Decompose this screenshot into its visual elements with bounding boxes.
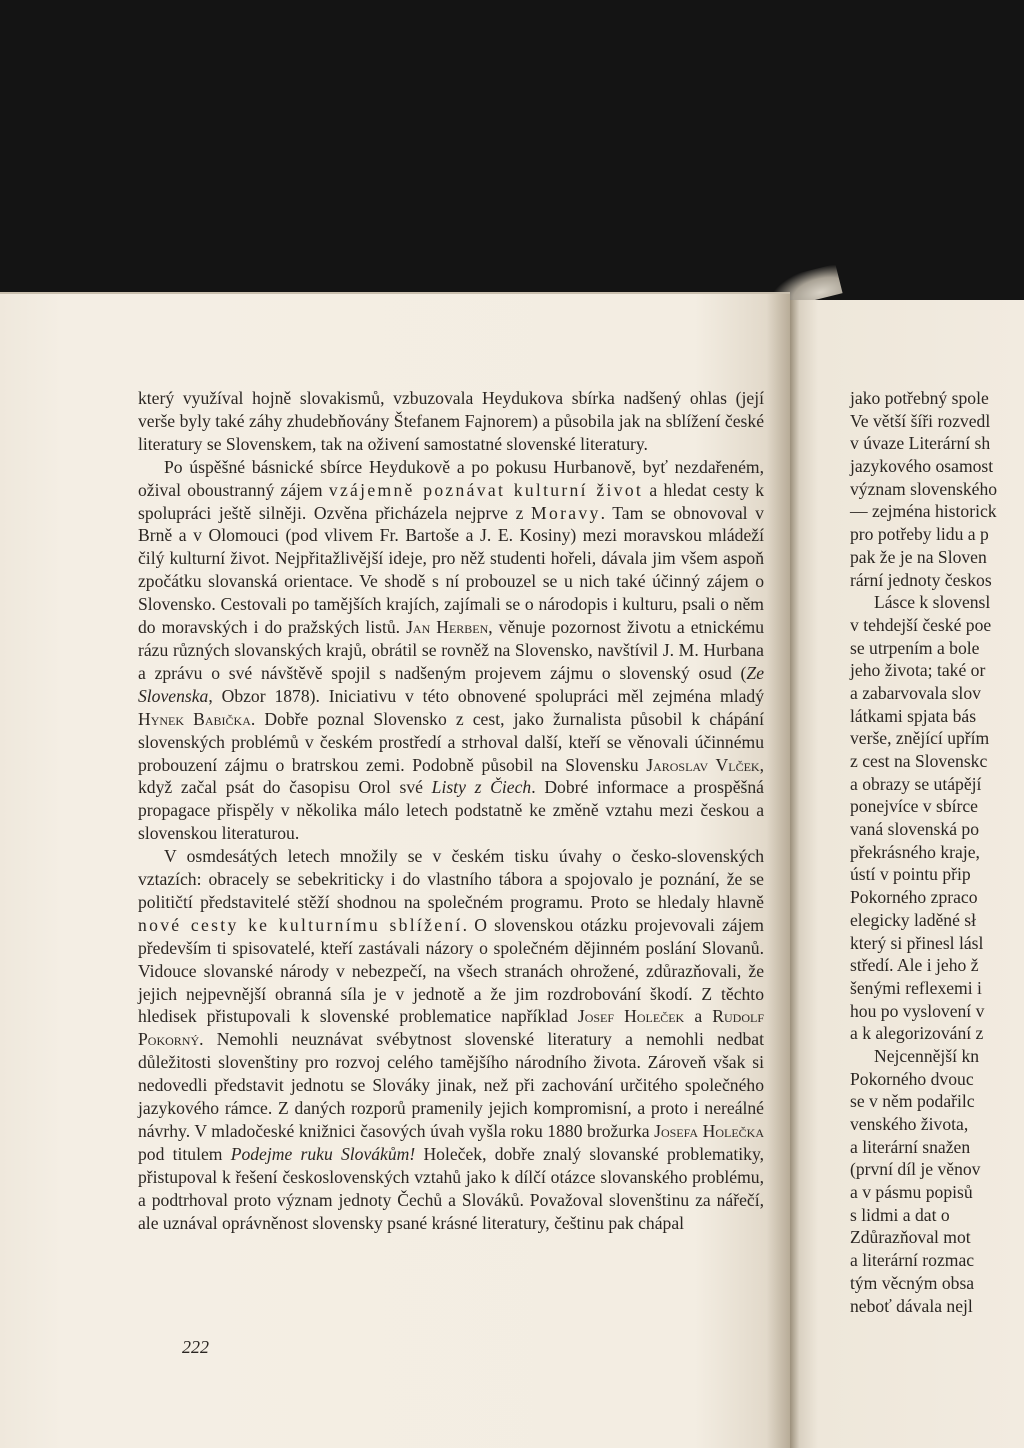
text-run: . O slovenskou otázku projevovali zájem především ti spisovatelé, kteří zastávali názory o společném dějinném poslání Slovanů. Vidouce slovanské národy v nebezpečí, na všech stranách ohrožené, zdůrazňovali, že jejich nejpevnější obranná síla je v jednotě a že jim rozdrobování škodí. Z těchto hledisek přistupovali k slovenské problematice například	[138, 914, 764, 1027]
author-name: Josef Holeček	[577, 1006, 685, 1027]
right-page-line: tým věcným obsa	[850, 1272, 975, 1293]
right-page-line: a zabarvovala slov	[850, 682, 981, 703]
right-page-line: a obrazy se utápějí	[850, 773, 982, 794]
paragraph	[138, 387, 764, 456]
right-page-line: — zejména historick	[850, 501, 997, 522]
right-page-line: se v něm podařilc	[850, 1091, 975, 1112]
right-page-line: Lásce k slovensl	[874, 592, 991, 613]
text-run: . Nemohli neuznávat svébytnost slovenské literatury a nemohli nedbat důležitosti slovenštiny pro rozvoj celého tamějšího národního života. Zároveň však si nedovedli představit jednotu se Slováky jinak, než při zachování určitého společného jazykového rámce. Z daných rozporů pramenily jejich kompromisní, a proto i nereálné návrhy. V mladočeské knižnici časových úvah vyšla roku 1880 brožurka	[138, 1029, 764, 1141]
right-page-line: elegicky laděné sł	[850, 909, 977, 930]
right-page-line: a literární snažen	[850, 1136, 971, 1157]
text-run: pod titulem	[138, 1143, 231, 1164]
right-page-line: látkami spjata bás	[850, 705, 977, 726]
right-page-line: Pokorného zpraco	[850, 887, 978, 908]
page-number: 222	[182, 1337, 209, 1357]
author-name: Rudolf Pokorný	[138, 1006, 764, 1050]
text-run: který využíval hojně slovakismů, vzbuzovala Heydukova sbírka nadšený ohlas (její verše byly také záhy zhudebňovány Štefanem Fajnorem) a působila jak na sblížení české literatury se Slovenskem, tak na oživení samostatné slovenské literatury.	[138, 388, 764, 454]
text-run: a hledat cesty k spolupráci ještě silněji. Ozvěna přicházela nejprve z	[138, 479, 765, 523]
text-run: , věnuje pozornost životu a etnickému rázu různých slovanských krajů, obrátil se rovněž na Slovensko, navštívil J. M. Hurbana a zprávu o své návštěvě spojil s nadšeným projevem zájmu o slovenský osud (	[138, 617, 764, 683]
right-page-line: v úvaze Literární sh	[850, 433, 991, 454]
text-run: , Obzor 1878). Iniciativu v této obnovené spolupráci měl zejména mladý	[208, 685, 764, 706]
author-name: Jan Herben	[406, 617, 489, 638]
work-title: Ze Slovenska	[138, 662, 764, 706]
right-page-line: ponejvíce v sbírce	[850, 796, 978, 817]
right-page-line: hou po vyslovení v	[850, 1000, 985, 1021]
right-page-line: rární jednoty českos	[850, 569, 992, 590]
right-page-line: pak že je na Sloven	[850, 546, 987, 567]
left-page-body-text	[138, 387, 764, 1235]
author-name: Jaroslav Vlček	[646, 754, 760, 775]
right-page-line: v tehdejší české poe	[850, 614, 992, 635]
right-page-line: který si přinesl lásl	[850, 932, 984, 953]
spaced-emphasis: Moravy	[531, 502, 601, 523]
right-page-line: ústí v pointu přip	[850, 864, 971, 885]
text-run: Holeček, dobře znalý slovanské problematiky, přistupoval k řešení československých vztahů jako k dílčí otázce slovanského problému, a podtrhoval proto význam jednoty Čechů a Slováků. Považoval slovenštinu za nářečí, ale uznával oprávněnost slovensky psané krásné literatury, češtinu pak chápal	[138, 1143, 765, 1233]
right-page-line: s lidmi a dat o	[850, 1204, 950, 1225]
text-run: a	[684, 1006, 713, 1027]
spaced-emphasis: vzájemně poznávat kulturní život	[328, 479, 644, 500]
author-name: Josefa Holečka	[654, 1121, 764, 1141]
right-page-line: Zdůrazňoval mot	[850, 1227, 971, 1248]
author-name: Hynek Babička	[138, 708, 251, 729]
text-run: V osmdesátých letech množily se v českém tisku úvahy o česko-slovenských vztazích: obracely se sebekriticky i do vlastního tábora a spojovalo je poznání, že se političtí představitelé stěží shodnou na společném programu. Proto se hledaly hlavně	[138, 846, 764, 912]
right-page-line: verše, znějící upřím	[850, 728, 990, 749]
right-page-line: překrásného kraje,	[850, 841, 980, 862]
right-page-line: Pokorného dvouc	[850, 1068, 974, 1089]
right-page-line: Ve větší šíři rozvedl	[850, 410, 991, 431]
work-title: Podejme ruku Slovákům!	[230, 1143, 416, 1164]
paragraph	[138, 456, 764, 845]
text-run: . Tam se obnovoval v Brně a v Olomouci (pod vlivem Fr. Bartoše a J. E. Kosiny) mezi moravskou mládeží čilý kulturní život. Nejpřitažlivější ideje, pro něž studenti hořeli, dávala jim všem aspoň zpočátku slovanská orientace. Ve shodě s ní probouzel se u nich také účinný zájem o Slovensko. Cestovali po tamějších krajích, zajímali se o národopis i kulturu, psali o něm do moravských i do pražských listů.	[138, 502, 764, 638]
right-page-line: Nejcennější kn	[874, 1045, 980, 1066]
right-page-line: pro potřeby lidu a p	[850, 524, 989, 545]
right-page-line: a k alegorizování z	[850, 1023, 984, 1044]
right-page-line: venského života,	[850, 1114, 969, 1134]
right-page-line: šenými reflexemi i	[850, 977, 982, 998]
paragraph	[138, 845, 764, 1234]
right-page-line: jeho života; také or	[850, 660, 986, 681]
right-page-line: a v pásmu popisů	[850, 1182, 973, 1203]
spaced-emphasis: nové cesty ke kulturnímu sblížení	[138, 914, 463, 935]
right-page-line: z cest na Slovenskc	[850, 751, 988, 771]
text-run: , když začal psát do časopisu Orol své	[138, 754, 764, 798]
right-page-body-text	[850, 387, 1024, 1317]
text-run: Po úspěšné básnické sbírce Heydukově a po pokusu Hurbanově, byť nezdařeném, ožival oboustranný zájem	[138, 456, 764, 500]
right-page-line: vaná slovenská po	[850, 819, 979, 840]
right-page-line: jako potřebný spole	[850, 388, 989, 408]
right-page-line: se utrpením a bole	[850, 637, 980, 658]
scan-background	[0, 0, 1024, 300]
right-page-line: (první díl je věnov	[850, 1159, 981, 1180]
text-run: . Dobré informace a prospěšná propagace přispěly v několika málo letech podstatně ke změně vztahu mezi českou a slovenskou literaturou.	[138, 777, 764, 844]
right-page-line: neboť dávala nejl	[850, 1295, 973, 1316]
right-page-line: středí. Ale i jeho ž	[850, 955, 979, 976]
right-page-line: jazykového osamost	[850, 456, 994, 477]
right-page-line: význam slovenského	[850, 478, 998, 499]
text-run: . Dobře poznal Slovensko z cest, jako žurnalista působil k chápání slovenských problémů v českém prostředí a strhoval další, kteří se věnovali účinnému probouzení zájmu o bratrskou zemi. Podobně působil na Slovensku	[138, 708, 764, 775]
work-title: Listy z Čiech	[431, 777, 532, 798]
right-page-line: a literární rozmac	[850, 1250, 975, 1271]
